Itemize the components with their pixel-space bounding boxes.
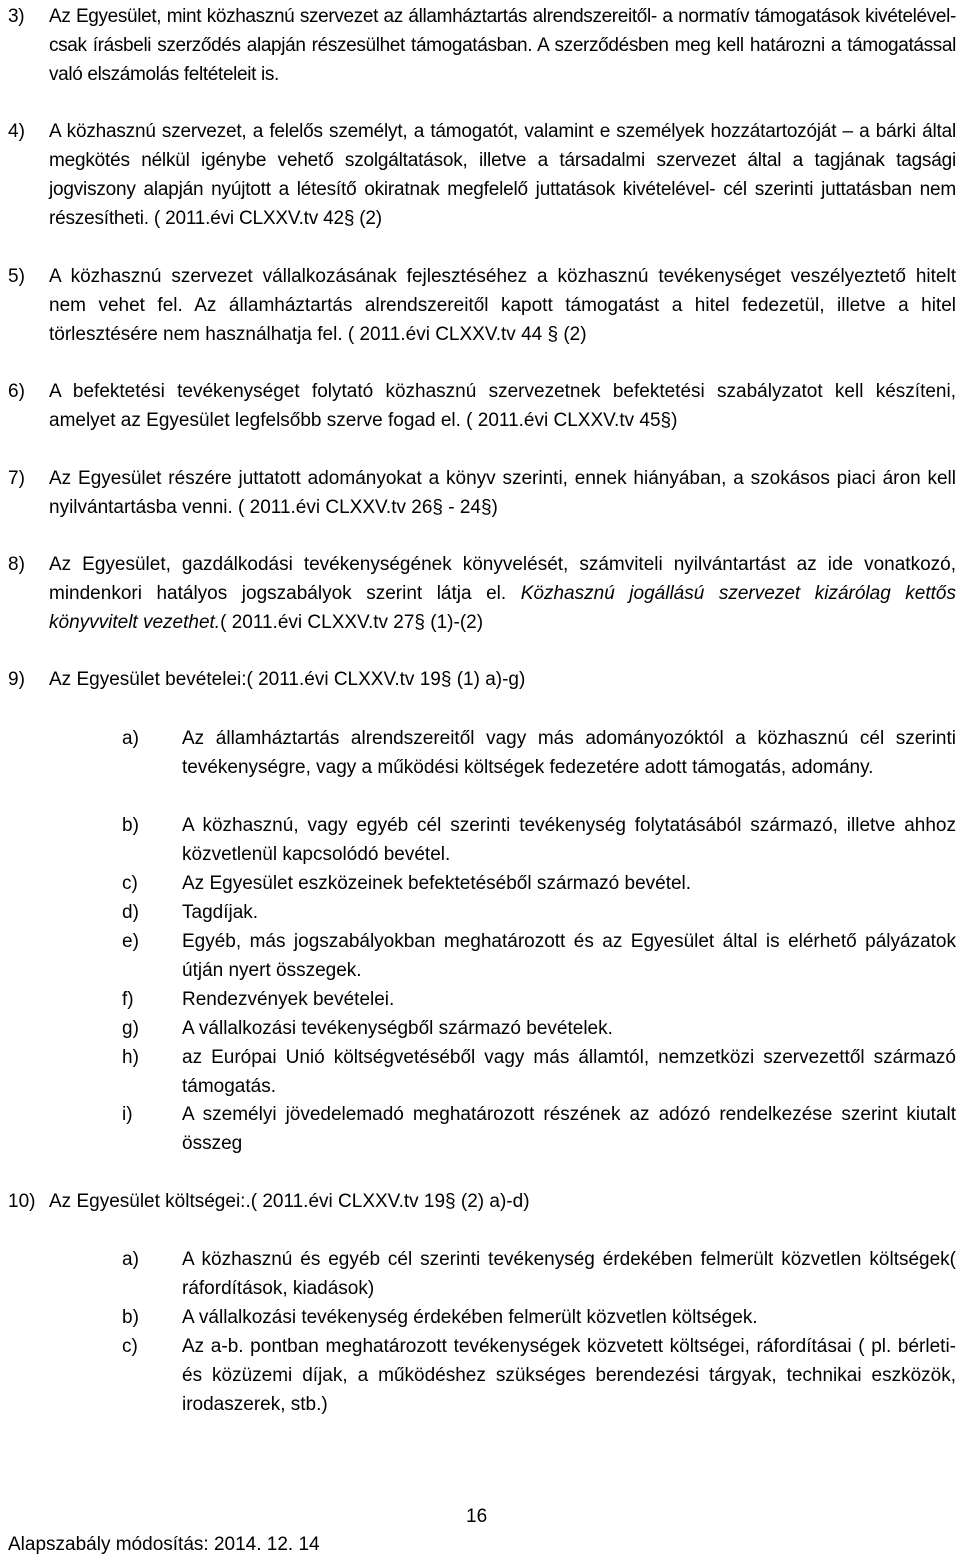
- paragraph-text: A közhasznú szervezet, a felelős személyt, a támogatót, valamint e személyek hozzátartozóját – a bárki által megkötés nélkül igénybe vehető szolgáltatások, illetve a társadalmi szervezet által a tagjának tagsági jogviszony alapján nyújtott a létesítő okiratnak megfelelő juttatások kivételével- cél szerinti juttatásban nem részesítheti. ( 2011.évi CLXXV.tv 42§ (2): [49, 121, 956, 229]
- paragraph-7: [8, 464, 956, 522]
- paragraph-number: 10): [8, 1191, 36, 1212]
- paragraph-4: [8, 117, 956, 233]
- paragraph-text: A közhasznú szervezet vállalkozásának fejlesztéséhez a közhasznú tevékenységet veszélyeztető hitelt nem vehet fel. Az államháztartás alrendszereitől kapott támogatást a hitel fedezetül, illetve a hitel törlesztésére nem használhatja fel. ( 2011.évi CLXXV.tv 44 § (2): [49, 266, 956, 345]
- list-label: a): [122, 728, 139, 749]
- list-label: a): [122, 1249, 139, 1270]
- list-label: g): [122, 1018, 139, 1039]
- paragraph-text: Az Egyesület bevételei:( 2011.évi CLXXV.tv 19§ (1) a)-g): [49, 669, 526, 690]
- revenue-item-b: [122, 811, 956, 869]
- paragraph-text: Az Egyesület költségei:.( 2011.évi CLXXV.tv 19§ (2) a)-d): [49, 1191, 530, 1212]
- list-text: Rendezvények bevételei.: [182, 989, 395, 1010]
- page-number: 16: [466, 1506, 488, 1527]
- paragraph-text-citation: ( 2011.évi CLXXV.tv 27§ (1)-(2): [220, 612, 484, 633]
- paragraph-number: 4): [8, 121, 25, 142]
- paragraph-6: [8, 377, 956, 435]
- paragraph-text: Az Egyesület, mint közhasznú szervezet az államháztartás alrendszereitől- a normatív támogatások kivételével- csak írásbeli szerződés alapján részesülhet támogatásban. A szerződésben meg kell határozni a támogatással való elszámolás feltételeit is.: [49, 6, 956, 85]
- list-label: i): [122, 1104, 133, 1125]
- list-label: d): [122, 902, 139, 923]
- revenue-item-g: [122, 1014, 956, 1043]
- paragraph-9: [8, 665, 956, 694]
- list-text: Az államháztartás alrendszereitől vagy más adományozóktól a közhasznú cél szerinti tevékenységre, vagy a működési költségek fedezetére adott támogatás, adomány.: [182, 728, 956, 778]
- list-text: az Európai Unió költségvetéséből vagy más államtól, nemzetközi szervezettől származó támogatás.: [182, 1047, 956, 1097]
- paragraph-10: [8, 1187, 956, 1216]
- paragraph-8: [8, 550, 956, 637]
- list-text: A vállalkozási tevékenység érdekében felmerült közvetlen költségek.: [182, 1307, 758, 1328]
- list-label: b): [122, 815, 139, 836]
- revenue-item-a: [122, 724, 956, 782]
- paragraph-number: 8): [8, 554, 25, 575]
- footer-modification-date: Alapszabály módosítás: 2014. 12. 14: [8, 1534, 320, 1555]
- paragraph-text: Az Egyesület részére juttatott adományokat a könyv szerinti, ennek hiányában, a szokásos piaci áron kell nyilvántartásba venni. ( 2011.évi CLXXV.tv 26§ - 24§): [49, 468, 956, 518]
- paragraph-text-main: Az Egyesület, gazdálkodási tevékenységének könyvelését, számviteli nyilvántartást az ide vonatkozó, mindenkori hatályos jogszabályok szerint látja el.: [49, 554, 956, 604]
- cost-item-c: [122, 1332, 956, 1419]
- revenue-item-c: [122, 869, 956, 898]
- paragraph-number: 7): [8, 468, 25, 489]
- revenue-item-f: [122, 985, 956, 1014]
- list-label: c): [122, 873, 138, 894]
- list-text: Az a-b. pontban meghatározott tevékenységek közvetett költségei, ráfordításai ( pl. bérleti- és közüzemi díjak, a működéshez szükséges berendezési tárgyak, technikai eszközök, irodaszerek, stb.): [182, 1336, 956, 1415]
- paragraph-text: [49, 550, 956, 637]
- list-label: b): [122, 1307, 139, 1328]
- list-label: h): [122, 1047, 139, 1068]
- revenue-item-d: [122, 898, 956, 927]
- revenue-item-e: [122, 927, 956, 985]
- revenue-item-h: [122, 1043, 956, 1101]
- list-text: Egyéb, más jogszabályokban meghatározott és az Egyesület által is elérhető pályázatok útján nyert összegek.: [182, 931, 956, 981]
- revenue-item-i: [122, 1100, 956, 1158]
- list-text: A vállalkozási tevékenységből származó bevételek.: [182, 1018, 613, 1039]
- list-label: f): [122, 989, 134, 1010]
- list-text: A közhasznú és egyéb cél szerinti tevékenység érdekében felmerült közvetlen költségek( ráfordítások, kiadások): [182, 1249, 956, 1299]
- list-text: A személyi jövedelemadó meghatározott részének az adózó rendelkezése szerint kiutalt összeg: [182, 1104, 956, 1154]
- list-text: Az Egyesület eszközeinek befektetéséből származó bevétel.: [182, 873, 692, 894]
- cost-item-b: [122, 1303, 956, 1332]
- paragraph-text-italic: Közhasznú jogállású szervezet kizárólag kettős könyvvitelt vezethet.: [49, 583, 956, 633]
- paragraph-number: 6): [8, 381, 25, 402]
- list-text: Tagdíjak.: [182, 902, 259, 923]
- paragraph-5: [8, 262, 956, 349]
- paragraph-number: 3): [8, 6, 25, 27]
- paragraph-3: [8, 2, 956, 89]
- list-text: A közhasznú, vagy egyéb cél szerinti tevékenység folytatásából származó, illetve ahhoz közvetlenül kapcsolódó bevétel.: [182, 815, 956, 865]
- list-label: e): [122, 931, 139, 952]
- paragraph-number: 5): [8, 266, 25, 287]
- list-label: c): [122, 1336, 138, 1357]
- cost-item-a: [122, 1245, 956, 1303]
- paragraph-text: A befektetési tevékenységet folytató közhasznú szervezetnek befektetési szabályzatot kell készíteni, amelyet az Egyesület legfelsőbb szerve fogad el. ( 2011.évi CLXXV.tv 45§): [49, 381, 956, 431]
- paragraph-number: 9): [8, 669, 25, 690]
